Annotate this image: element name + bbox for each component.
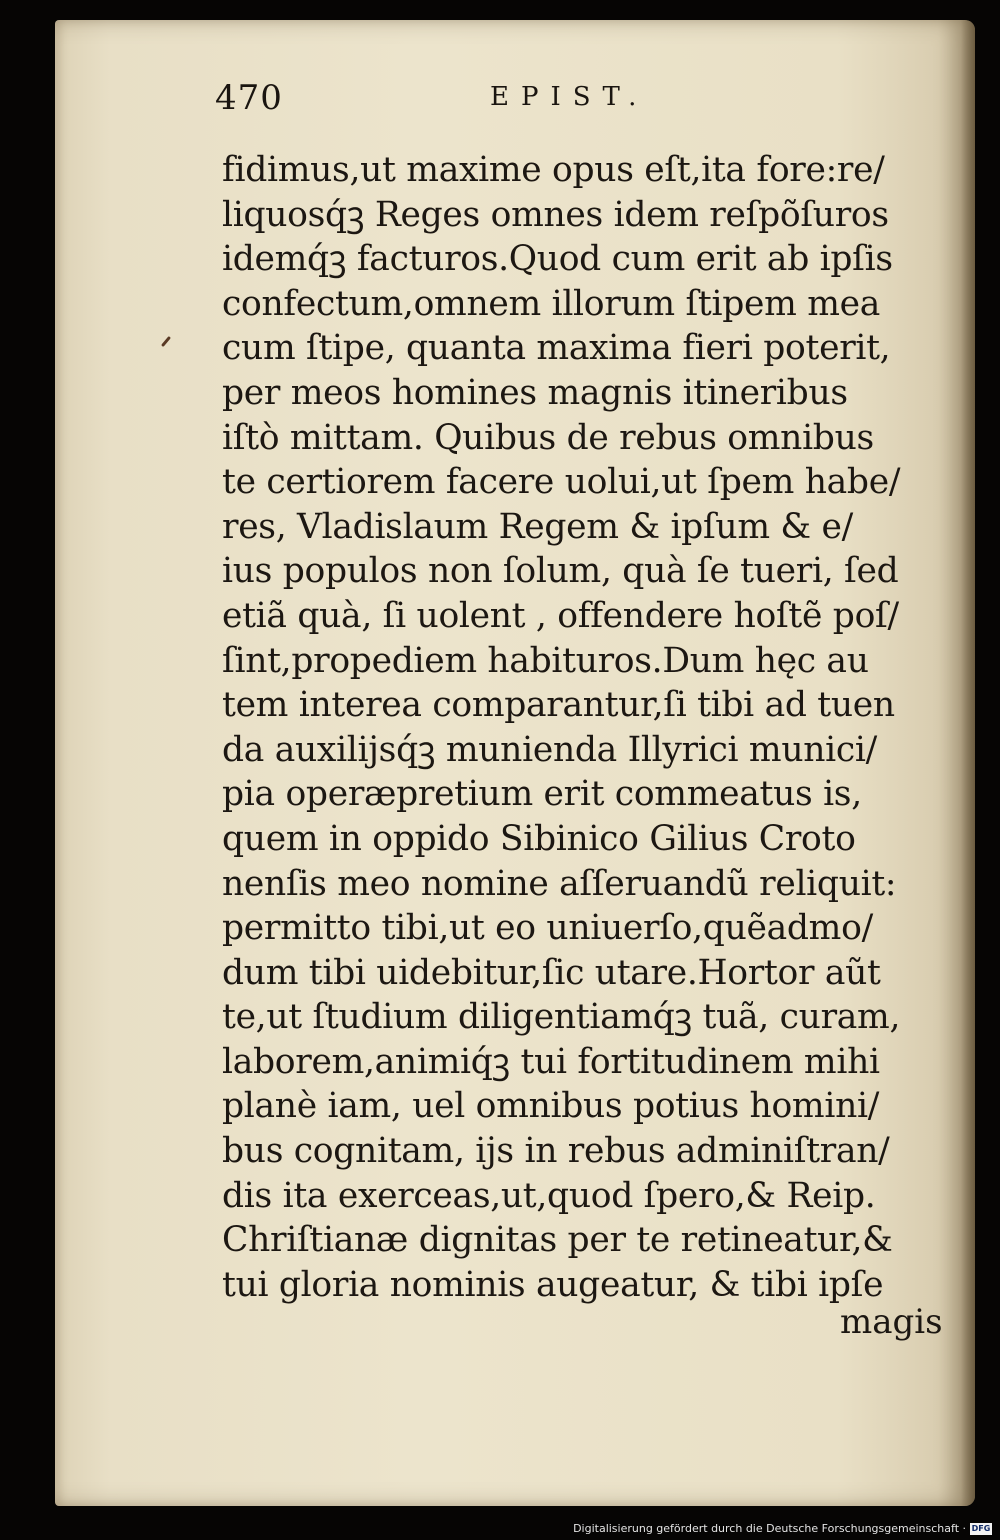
text-line: tui gloria nominis augeatur, & tibi ipſe (222, 1264, 884, 1305)
text-line: te certiorem facere uolui,ut ſpem habe/ (222, 462, 901, 503)
page-edge-shadow (961, 20, 975, 1506)
text-line: da auxilijsq́ꝫ munienda Illyrici munici/ (222, 729, 877, 770)
text-line: bus cognitam, ijs in rebus adminiſtran/ (222, 1131, 890, 1172)
text-line: ius populos non ſolum, quà ſe tueri, ſed (222, 551, 899, 592)
text-line: permitto tibi,ut eo uniuerſo,quẽadmo/ (222, 908, 873, 949)
footer-bar (0, 1520, 1000, 1540)
folio-number: 470 (215, 78, 283, 118)
running-head-title: EPIST. (490, 82, 649, 112)
text-line: etiã quà, ſi uolent , offendere hoſtẽ poſ/ (222, 595, 899, 636)
text-line: tem interea comparantur,ſi tibi ad tuen (222, 685, 895, 726)
running-head (215, 78, 775, 138)
text-line: planè iam, uel omnibus potius homini/ (222, 1086, 880, 1127)
text-line: Chriſtianæ dignitas per te retineatur,& (222, 1220, 893, 1261)
text-line: cum ſtipe, quanta maxima fieri poterit, (222, 328, 891, 369)
funding-credit: Digitalisierung gefördert durch die Deutsche Forschungsgemeinschaft · (573, 1522, 966, 1535)
text-line: res, Vladislaum Regem & ipſum & e/ (222, 506, 853, 547)
text-line: quem in oppido Sibinico Gilius Croto (222, 818, 856, 859)
text-line: te,ut ſtudium diligentiamq́ꝫ tuã, curam, (222, 997, 901, 1038)
text-line: liquosq́ꝫ Reges omnes idem reſpõſuros (222, 194, 889, 235)
text-line: nenſis meo nomine aſſeruandũ reliquit: (222, 863, 897, 904)
text-line: laborem,animiq́ꝫ tui fortitudinem mihi (222, 1041, 880, 1082)
text-line: dum tibi uidebitur,ſic utare.Hortor aũt (222, 952, 881, 993)
text-line: confectum,omnem illorum ſtipem mea (222, 283, 881, 324)
text-line: dis ita exerceas,ut,quod ſpero,& Reip. (222, 1175, 876, 1216)
text-line: fidimus,ut maxime opus eſt,ita fore:re/ (222, 150, 885, 190)
text-line: idemq́ꝫ facturos.Quod cum erit ab ipſis (222, 239, 893, 280)
dfg-logo-icon: DFG (971, 1524, 991, 1533)
text-line: iſtò mittam. Quibus de rebus omnibus (222, 417, 874, 458)
text-block (222, 148, 962, 1307)
text-line: per meos homines magnis itineribus (222, 372, 848, 413)
catchword: magis (840, 1302, 943, 1342)
text-line: ſint,propediem habituros.Dum hęc au (222, 640, 869, 681)
text-line: pia operæpretium erit commeatus is, (222, 774, 862, 815)
